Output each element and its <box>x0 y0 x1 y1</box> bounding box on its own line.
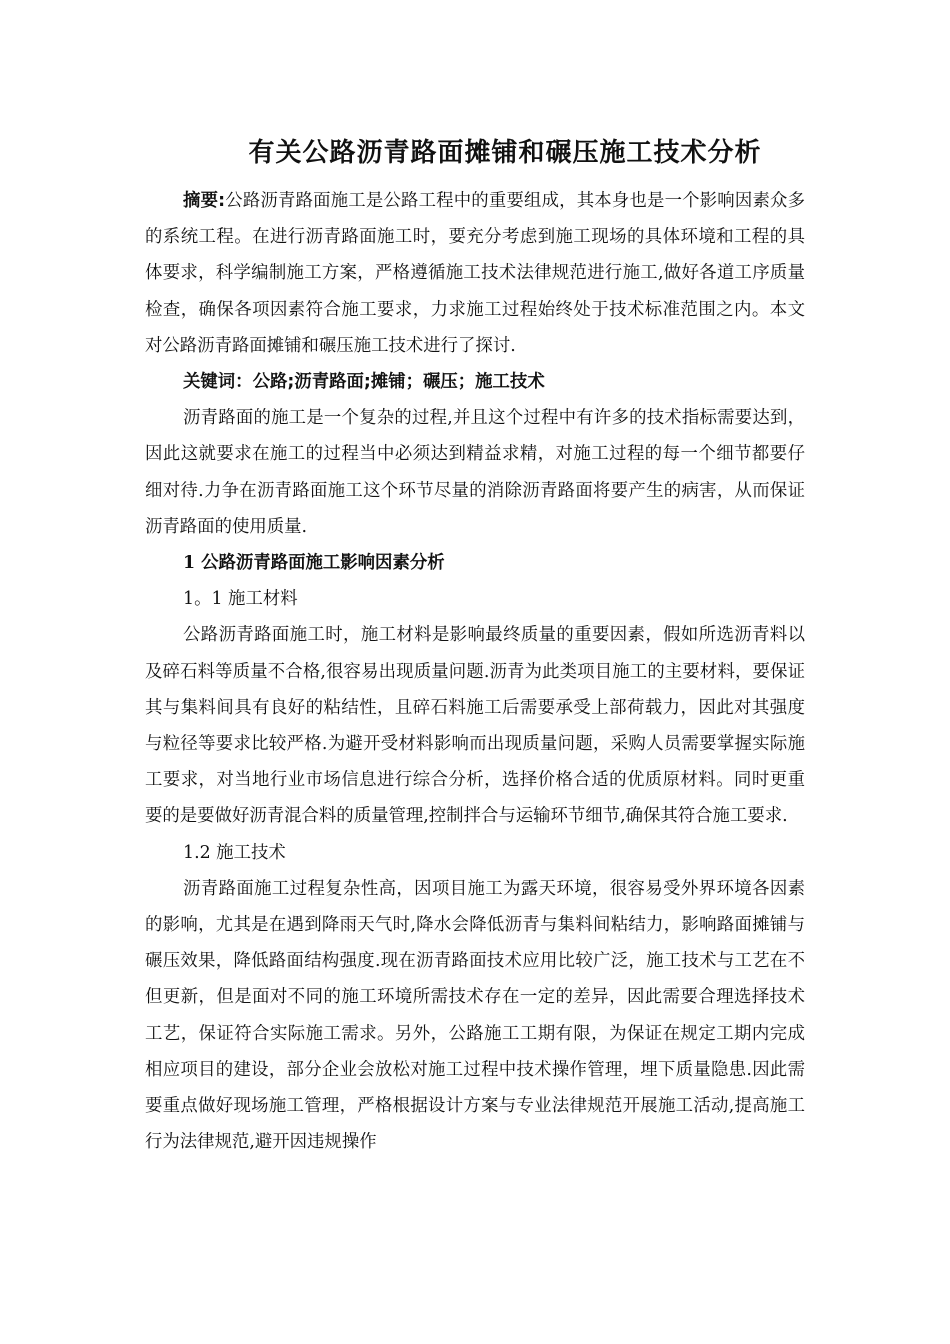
document-body <box>145 183 805 1160</box>
section-1-1-paragraph: 公路沥青路面施工时，施工材料是影响最终质量的重要因素，假如所选沥青料以及碎石料等质量不合格,很容易出现质量问题.沥青为此类项目施工的主要材料，要保证其与集料间具有良好的粘结性，且碎石料施工后需要承受上部荷载力，因此对其强度与粒径等要求比较严格.为避开受材料影响而出现质量问题，采购人员需要掌握实际施工要求，对当地行业市场信息进行综合分析，选择价格合适的优质原材料。同时更重要的是要做好沥青混合料的质量管理,控制拌合与运输环节细节,确保其符合施工要求. <box>145 625 805 827</box>
section-1-2-paragraph: 沥青路面施工过程复杂性高，因项目施工为露天环境，很容易受外界环境各因素的影响，尤其是在遇到降雨天气时,降水会降低沥青与集料间粘结力，影响路面摊铺与碾压效果，降低路面结构强度.现在沥青路面技术应用比较广泛，施工技术与工艺在不但更新，但是面对不同的施工环境所需技术存在一定的差异，因此需要合理选择技术工艺，保证符合实际施工需求。另外，公路施工工期有限，为保证在规定工期内完成相应项目的建设，部分企业会放松对施工过程中技术操作管理，埋下质量隐患.因此需要重点做好现场施工管理，严格根据设计方案与专业法律规范开展施工活动,提高施工行为法律规范,避开因违规操作 <box>145 878 805 1153</box>
abstract-paragraph <box>145 183 805 364</box>
intro-paragraph: 沥青路面的施工是一个复杂的过程,并且这个过程中有许多的技术指标需要达到，因此这就要求在施工的过程当中必须达到精益求精，对施工过程的每一个细节都要仔细对待.力争在沥青路面施工这个环节尽量的消除沥青路面将要产生的病害，从而保证沥青路面的使用质量. <box>145 408 805 537</box>
abstract-label: 摘要: <box>183 191 226 211</box>
keywords-line: 关键词：公路;沥青路面;摊铺；碾压；施工技术 <box>183 372 545 393</box>
abstract-text: 公路沥青路面施工是公路工程中的重要组成，其本身也是一个影响因素众多的系统工程。在进行沥青路面施工时，要充分考虑到施工现场的具体环境和工程的具体要求，科学编制施工方案，严格遵循施工技术法律规范进行施工,做好各道工序质量检查，确保各项因素符合施工要求，力求施工过程始终处于技术标准范围之内。本文对公路沥青路面摊铺和碾压施工技术进行了探讨. <box>145 191 805 356</box>
document-title: 有关公路沥青路面摊铺和碾压施工技术分析 <box>248 138 762 168</box>
section-heading-1-2: 1.2 施工技术 <box>183 842 286 863</box>
section-heading-1-1: 1。1 施工材料 <box>183 589 298 610</box>
section-heading-1: 1 公路沥青路面施工影响因素分析 <box>183 553 445 574</box>
